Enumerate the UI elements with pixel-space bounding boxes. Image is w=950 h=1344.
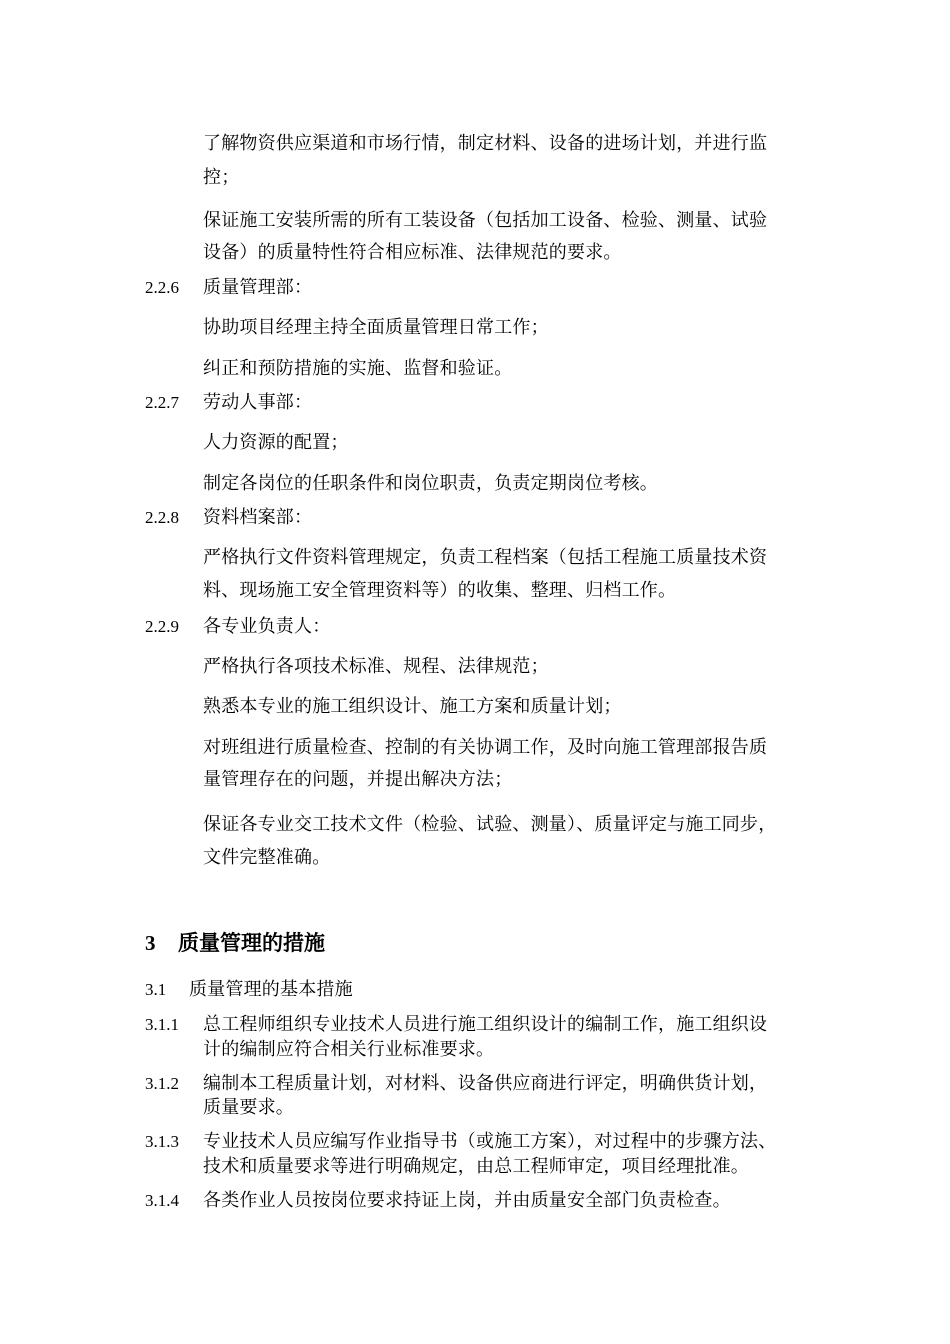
paragraph-line: 料、现场施工安全管理资料等）的收集、整理、归档工作。 bbox=[203, 580, 677, 601]
paragraph-line: 保证施工安装所需的所有工装设备（包括加工设备、检验、测量、试验 bbox=[203, 210, 768, 231]
section-title: 劳动人事部： bbox=[203, 392, 313, 413]
paragraph-line: 人力资源的配置； bbox=[203, 432, 349, 453]
heading-title: 质量管理的措施 bbox=[178, 930, 325, 955]
paragraph-line: 量管理存在的问题，并提出解决方法； bbox=[203, 769, 513, 790]
paragraph-line: 严格执行文件资料管理规定，负责工程档案（包括工程施工质量技术资 bbox=[203, 547, 768, 568]
paragraph-line: 技术和质量要求等进行明确规定，由总工程师审定，项目经理批准。 bbox=[203, 1156, 749, 1177]
paragraph-line: 严格执行各项技术标准、规程、法律规范； bbox=[203, 656, 549, 677]
paragraph-line: 各类作业人员按岗位要求持证上岗，并由质量安全部门负责检查。 bbox=[203, 1190, 731, 1211]
paragraph-line: 对班组进行质量检查、控制的有关协调工作，及时向施工管理部报告质 bbox=[203, 737, 768, 758]
section-number: 3.1.1 bbox=[145, 1015, 179, 1034]
paragraph-line: 专业技术人员应编写作业指导书（或施工方案），对过程中的步骤方法、 bbox=[203, 1131, 777, 1152]
heading-section-3 bbox=[145, 928, 156, 958]
section-title: 资料档案部： bbox=[203, 507, 313, 528]
paragraph-line: 了解物资供应渠道和市场行情，制定材料、设备的进场计划，并进行监 bbox=[203, 133, 768, 154]
section-number: 2.2.6 bbox=[145, 278, 179, 297]
section-title: 质量管理的基本措施 bbox=[189, 979, 353, 1000]
paragraph-line: 制定各岗位的任职条件和岗位职责，负责定期岗位考核。 bbox=[203, 473, 658, 494]
section-number: 2.2.8 bbox=[145, 508, 179, 527]
section-title: 各专业负责人： bbox=[203, 616, 331, 637]
paragraph-line: 总工程师组织专业技术人员进行施工组织设计的编制工作，施工组织设 bbox=[203, 1014, 768, 1035]
paragraph-line: 控； bbox=[203, 167, 240, 188]
paragraph-line: 设备）的质量特性符合相应标准、法律规范的要求。 bbox=[203, 242, 622, 263]
section-number: 3.1.4 bbox=[145, 1191, 179, 1210]
heading-number: 3 bbox=[145, 931, 156, 955]
paragraph-line: 文件完整准确。 bbox=[203, 847, 331, 868]
paragraph-line: 保证各专业交工技术文件（检验、试验、测量）、质量评定与施工同步， bbox=[203, 814, 777, 835]
paragraph-line: 编制本工程质量计划，对材料、设备供应商进行评定，明确供货计划， bbox=[203, 1073, 768, 1094]
paragraph-line: 熟悉本专业的施工组织设计、施工方案和质量计划； bbox=[203, 696, 622, 717]
section-number: 3.1.2 bbox=[145, 1074, 179, 1093]
paragraph-line: 质量要求。 bbox=[203, 1097, 294, 1118]
paragraph-line: 协助项目经理主持全面质量管理日常工作； bbox=[203, 317, 549, 338]
section-number: 3.1.3 bbox=[145, 1132, 179, 1151]
paragraph-line: 纠正和预防措施的实施、监督和验证。 bbox=[203, 358, 513, 379]
section-number: 2.2.7 bbox=[145, 393, 179, 412]
section-title: 质量管理部： bbox=[203, 277, 313, 298]
paragraph-line: 计的编制应符合相关行业标准要求。 bbox=[203, 1039, 495, 1060]
section-number: 2.2.9 bbox=[145, 617, 179, 636]
section-number: 3.1 bbox=[145, 980, 167, 999]
